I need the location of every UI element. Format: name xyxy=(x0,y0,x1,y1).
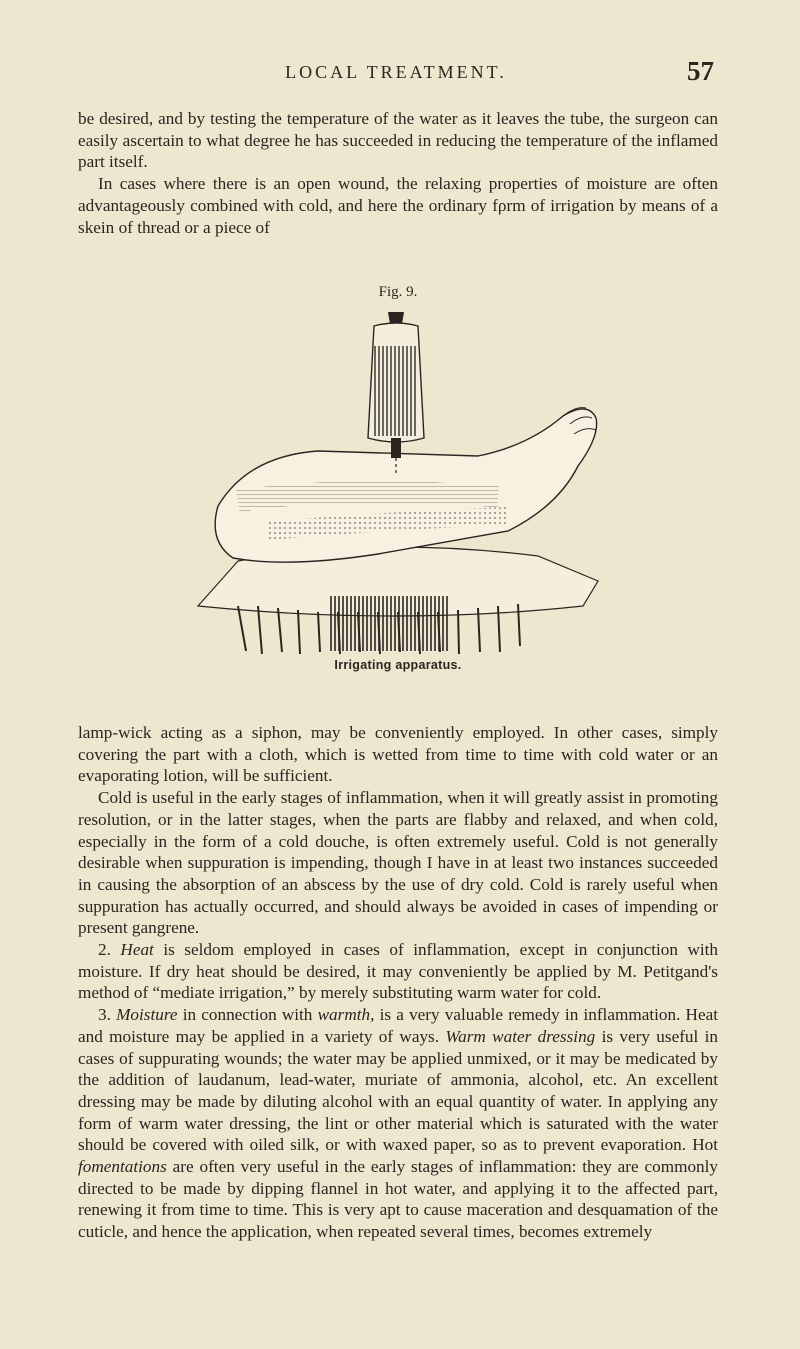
term-warmth: warmth, xyxy=(317,1005,375,1025)
paragraph-irrigation: In cases where there is an open wound, the relaxing properties of moisture are often advantageously combined with cold, and here the ordinary fρrm of irrigation by means of a skein of thread or a piece of xyxy=(78,174,718,237)
figure-caption: Irrigating apparatus. xyxy=(334,658,462,672)
item-number: 2. xyxy=(98,940,111,960)
figure-9 xyxy=(78,284,718,694)
moisture-text-2: is a very valuable remedy in inflammation. Heat and moisture may be applied in a variety of ways. xyxy=(78,1005,718,1046)
page-number: 57 xyxy=(687,56,714,86)
term-warm-water-dressing: Warm water dressing xyxy=(445,1026,596,1046)
irrigating-apparatus-illustration xyxy=(178,306,618,656)
item-number: 3. xyxy=(98,1005,111,1025)
page-header xyxy=(78,56,714,92)
running-head: LOCAL TREATMENT. xyxy=(285,62,507,82)
top-text xyxy=(78,108,718,238)
moisture-text-3: is very useful in cases of suppurating wounds; the water may be applied unmixed, or it may be medicated by the addition of laudanum, lead-water, muriate of ammonia, alcohol, etc. An excellent dressing may be made by diluting alcohol with an equal quantity of water. In applying any form of warm water dressing, the lint or other material which is saturated with the water should be covered with oiled silk, or with waxed paper, so as to prevent evaporation. Hot xyxy=(78,1026,718,1155)
moisture-text-4: are often very useful in the early stages of inflammation: they are commonly directed to be made by dipping flannel in hot water, and applying it to the affected part, renewing it from time to time. This is very apt to cause maceration and desquamation of the cuticle, and hence the application, when repeated several times, becomes extremely xyxy=(78,1157,719,1242)
paragraph-cold: Cold is useful in the early stages of inflammation, when it will greatly assist in promoting resolution, or in the latter stages, when the parts are flabby and relaxed, and when cold, especially in the form of a cold douche, is often extremely useful. Cold is not generally desirable when suppuration is impending, though I have in at least two instances succeeded in causing the absorption of an abscess by the use of dry cold. Cold is rarely useful when suppuration has actually occurred, and should always be avoided in cases of impending or present gangrene. xyxy=(78,788,718,938)
moisture-text-1: in connection with xyxy=(182,1005,313,1025)
figure-label: Fig. 9. xyxy=(378,284,418,300)
paragraph-lamp-wick: lamp-wick acting as a siphon, may be conveniently employed. In other cases, simply covering the part with a cloth, which is wetted from time to time with cold water or an evaporating lotion, will be sufficient. xyxy=(78,723,718,786)
heat-text: is seldom employed in cases of inflammation, except in conjunction with moisture. If dry heat should be desired, it may conveniently be applied by M. Petitgand's method of “mediate irrigation,” by merely substituting warm water for cold. xyxy=(78,940,719,1003)
term-moisture: Moisture xyxy=(116,1005,178,1025)
body-text xyxy=(78,722,718,1243)
paragraph-heat xyxy=(78,939,718,1004)
term-fomentations: fomentations xyxy=(78,1157,167,1177)
paragraph-moisture xyxy=(78,1004,718,1243)
term-heat: Heat xyxy=(120,940,154,960)
paragraph-continued: be desired, and by testing the temperature of the water as it leaves the tube, the surgeon can easily ascertain to what degree he has succeeded in reducing the temperature of the inflamed part itself. xyxy=(78,109,718,172)
